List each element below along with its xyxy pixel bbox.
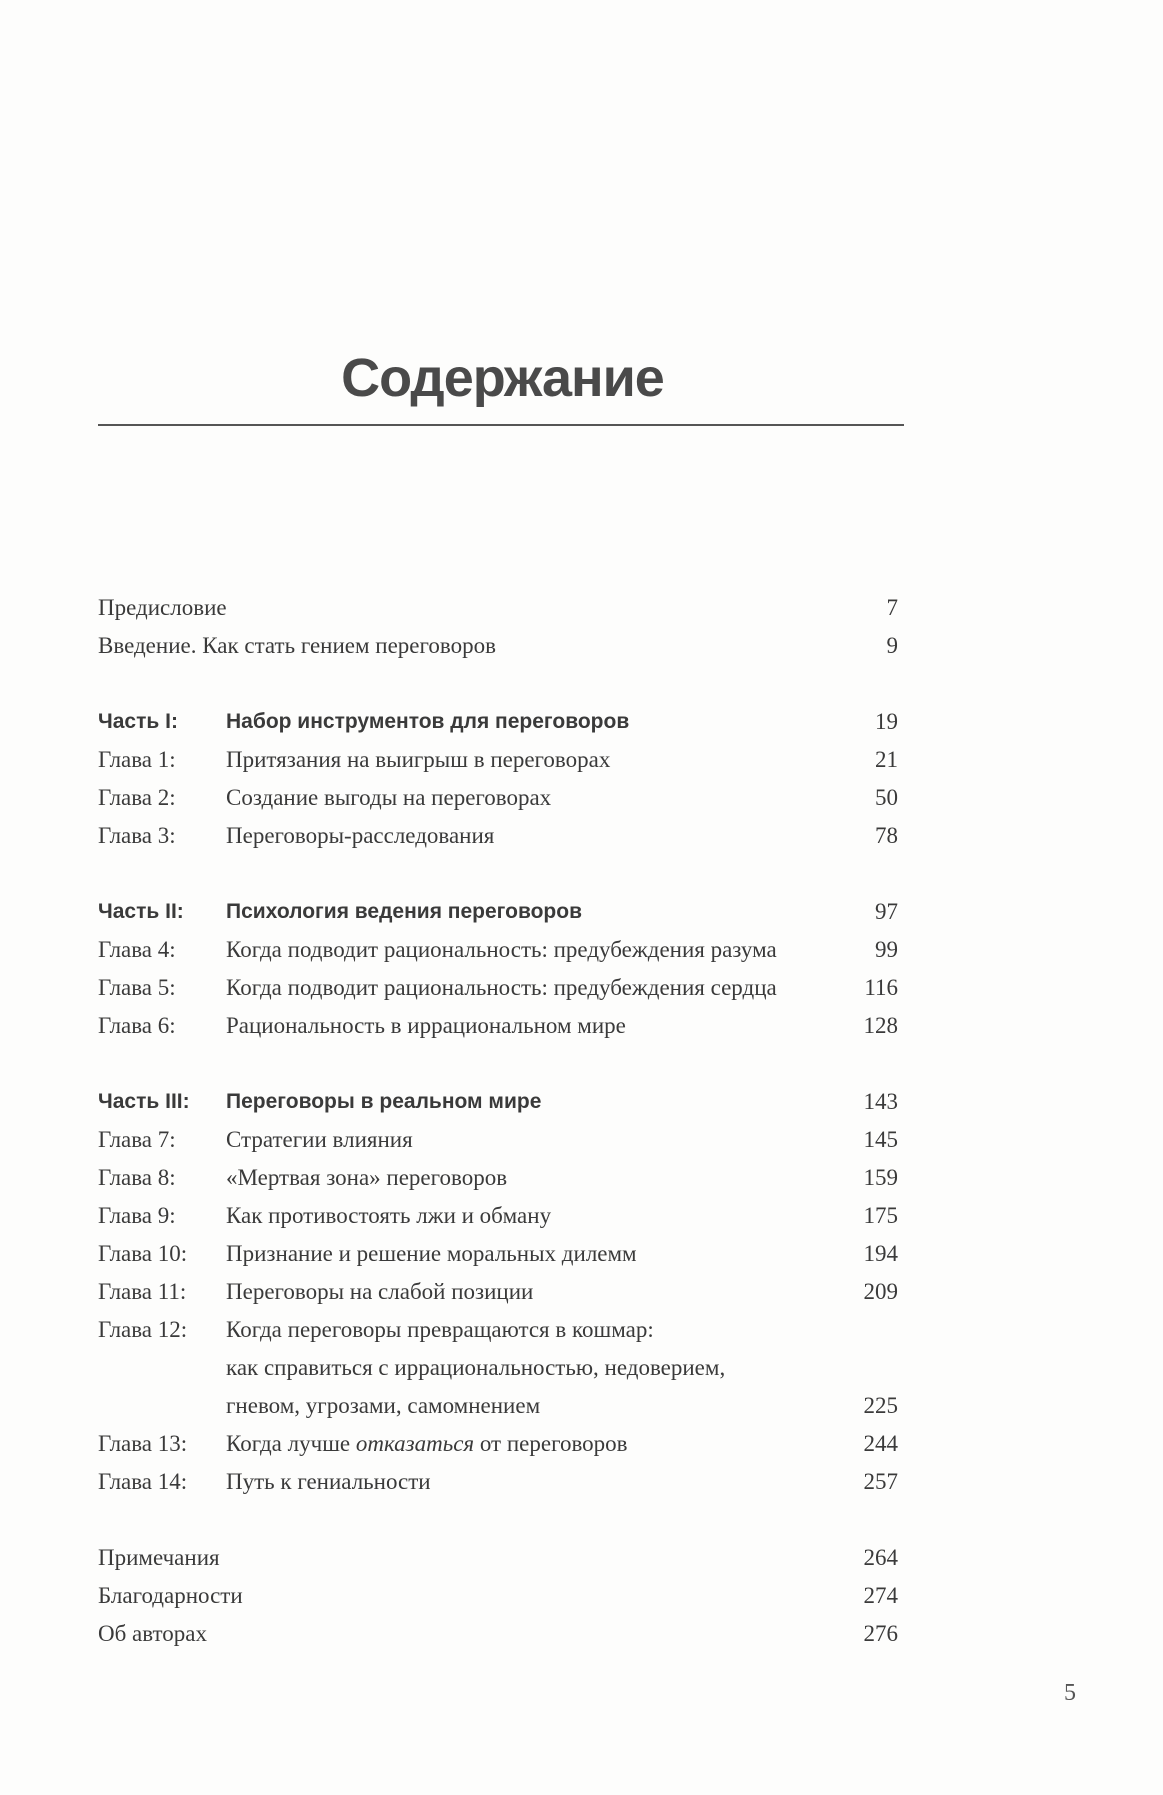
part-label: Часть I: — [98, 710, 178, 733]
chapter-number: Глава 4: — [98, 937, 176, 962]
chapter-title: Как противостоять лжи и обману — [226, 1203, 552, 1228]
chapter-title: Притязания на выигрыш в переговорах — [226, 747, 611, 772]
toc-entry-page: 209 — [863, 1279, 898, 1304]
chapter-number: Глава 7: — [98, 1127, 176, 1152]
toc-entry-title: Примечания — [98, 1545, 220, 1570]
toc-entry-title: Об авторах — [98, 1621, 208, 1646]
toc-entry-notes[interactable] — [98, 1540, 898, 1576]
toc-entry-introduction[interactable] — [98, 628, 898, 664]
toc-chapter-10[interactable] — [98, 1236, 898, 1272]
chapter-title: Создание выгоды на переговорах — [226, 785, 552, 810]
chapter-title: Переговоры на слабой позиции — [226, 1279, 534, 1304]
chapter-title-post: от переговоров — [474, 1431, 628, 1456]
toc-entry-page: 19 — [875, 709, 898, 734]
toc-entry-page: 143 — [863, 1089, 898, 1114]
toc-chapter-1[interactable] — [98, 742, 898, 778]
part-label: Часть II: — [98, 900, 184, 923]
toc-chapter-4[interactable] — [98, 932, 898, 968]
toc-entry-title: Введение. Как стать гением переговоров — [98, 633, 496, 658]
toc-entry-title: Благодарности — [98, 1583, 243, 1608]
toc-entry-page: 225 — [863, 1393, 898, 1418]
chapter-title — [226, 1426, 628, 1462]
chapter-title: Рациональность в иррациональном мире — [226, 1013, 626, 1038]
chapter-title-line-2: как справиться с иррациональностью, недоверием, — [226, 1355, 726, 1380]
toc-entry-page: 159 — [863, 1165, 898, 1190]
toc-entry-page: 78 — [875, 823, 898, 848]
toc-chapter-5[interactable] — [98, 970, 898, 1006]
toc-part-3[interactable] — [98, 1084, 898, 1120]
toc-entry-page: 276 — [863, 1621, 898, 1646]
chapter-number: Глава 3: — [98, 823, 176, 848]
chapter-number: Глава 9: — [98, 1203, 176, 1228]
toc-entry-page: 7 — [886, 595, 898, 620]
toc-entry-page: 128 — [863, 1013, 898, 1038]
chapter-number: Глава 2: — [98, 785, 176, 810]
chapter-title: Переговоры-расследования — [226, 823, 495, 848]
chapter-number: Глава 12: — [98, 1317, 188, 1342]
chapter-title: «Мертвая зона» переговоров — [226, 1165, 508, 1190]
page-number: 5 — [1064, 1680, 1076, 1706]
toc-entry-page: 50 — [875, 785, 898, 810]
chapter-number: Глава 1: — [98, 747, 176, 772]
toc-entry-preface[interactable] — [98, 590, 898, 626]
toc-chapter-7[interactable] — [98, 1122, 898, 1158]
chapter-title: Путь к гениальности — [226, 1469, 431, 1494]
toc-entry-page: 9 — [886, 633, 898, 658]
chapter-number: Глава 6: — [98, 1013, 176, 1038]
toc-entry-page: 116 — [864, 975, 898, 1000]
chapter-title: Признание и решение моральных дилемм — [226, 1241, 637, 1266]
toc-chapter-13[interactable] — [98, 1426, 898, 1462]
toc-chapter-2[interactable] — [98, 780, 898, 816]
part-title: Психология ведения переговоров — [226, 900, 582, 923]
part-title: Переговоры в реальном мире — [226, 1090, 542, 1113]
toc-entry-page: 264 — [863, 1545, 898, 1570]
chapter-number: Глава 11: — [98, 1279, 187, 1304]
toc-chapter-14[interactable] — [98, 1464, 898, 1500]
chapter-number: Глава 14: — [98, 1469, 188, 1494]
toc-part-1[interactable] — [98, 704, 898, 740]
toc-entry-about-authors[interactable] — [98, 1616, 898, 1652]
toc-entry-page: 99 — [875, 937, 898, 962]
chapter-number: Глава 8: — [98, 1165, 176, 1190]
toc-entry-page: 244 — [863, 1431, 898, 1456]
toc-chapter-12-continuation[interactable] — [98, 1350, 898, 1386]
chapter-title: Когда подводит рациональность: предубеждения сердца — [226, 975, 777, 1000]
toc-entry-page: 274 — [863, 1583, 898, 1608]
part-label: Часть III: — [98, 1090, 190, 1113]
chapter-title-line-3: гневом, угрозами, самомнением — [226, 1393, 541, 1418]
toc-entry-page: 145 — [863, 1127, 898, 1152]
chapter-title: Когда подводит рациональность: предубеждения разума — [226, 937, 777, 962]
chapter-number: Глава 10: — [98, 1241, 188, 1266]
chapter-number: Глава 5: — [98, 975, 176, 1000]
toc-entry-page: 97 — [875, 899, 898, 924]
chapter-number: Глава 13: — [98, 1431, 188, 1456]
toc-entry-page: 175 — [863, 1203, 898, 1228]
toc-chapter-11[interactable] — [98, 1274, 898, 1310]
toc-chapter-12[interactable] — [98, 1312, 898, 1348]
toc-entry-acknowledgements[interactable] — [98, 1578, 898, 1614]
toc-part-2[interactable] — [98, 894, 898, 930]
toc-entry-page: 21 — [875, 747, 898, 772]
toc-chapter-8[interactable] — [98, 1160, 898, 1196]
toc-entry-title: Предисловие — [98, 595, 227, 620]
chapter-title-pre: Когда лучше — [226, 1431, 356, 1456]
part-title: Набор инструментов для переговоров — [226, 710, 630, 733]
chapter-title: Стратегии влияния — [226, 1127, 413, 1152]
toc-chapter-9[interactable] — [98, 1198, 898, 1234]
toc-entry-page: 194 — [863, 1241, 898, 1266]
toc-chapter-6[interactable] — [98, 1008, 898, 1044]
chapter-title-line-1: Когда переговоры превращаются в кошмар: — [226, 1317, 654, 1342]
toc-entry-page: 257 — [863, 1469, 898, 1494]
toc-chapter-3[interactable] — [98, 818, 898, 854]
page-title: Содержание — [341, 348, 664, 408]
chapter-title-emphasis: отказаться — [355, 1431, 475, 1456]
toc-chapter-12-continuation[interactable] — [98, 1388, 898, 1424]
